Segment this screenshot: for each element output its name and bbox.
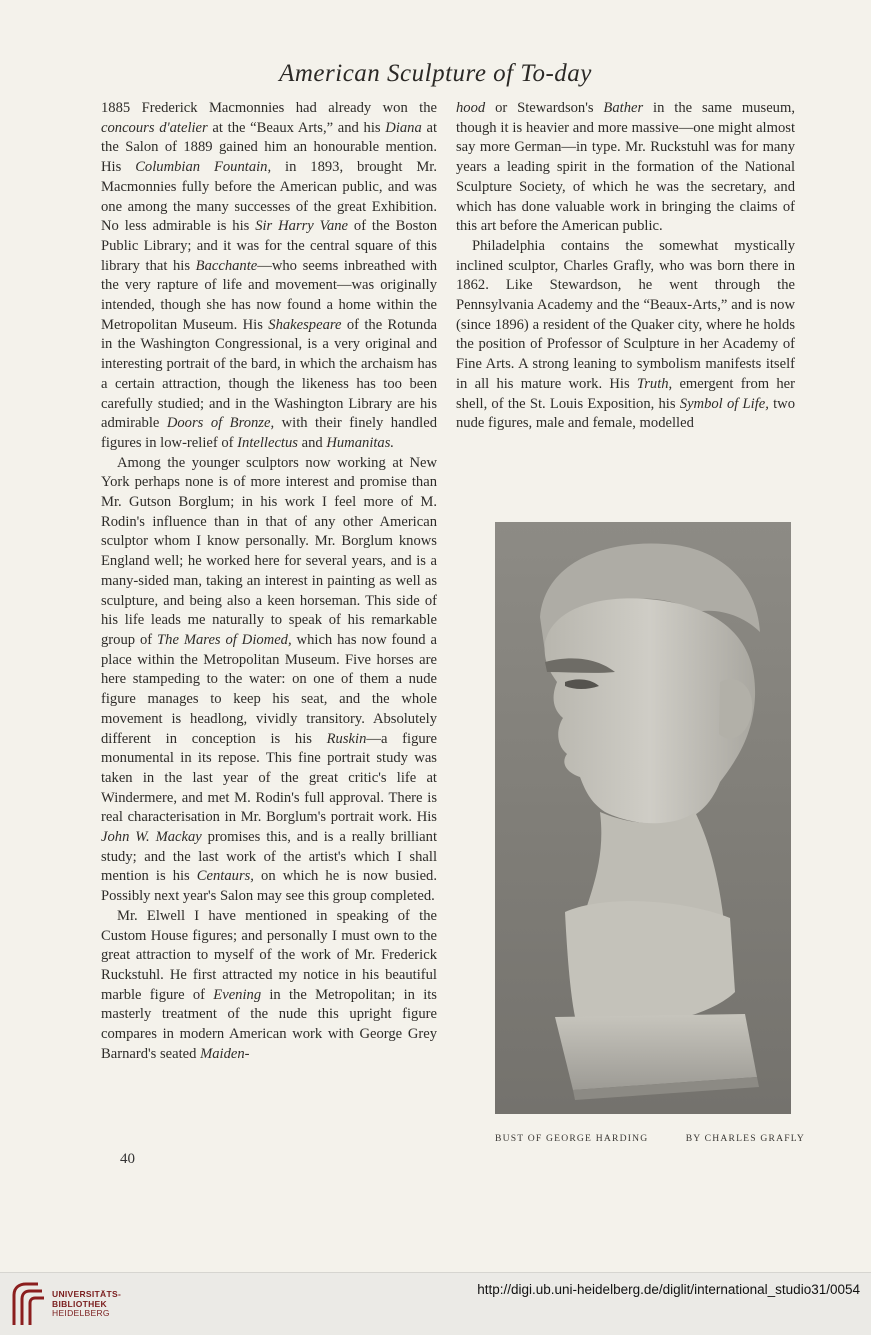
text-run: or Stewardson's [485,100,604,116]
caption-artist: BY CHARLES GRAFLY [685,1133,805,1144]
running-title: American Sculpture of To-day [279,60,592,87]
italic-title: Evening [213,986,262,1003]
paragraph [101,907,437,1065]
italic-title: Sir Harry Vane [255,218,349,235]
paragraph [456,99,795,237]
text-run: Among the younger sculptors now working at New York perhaps none is of more interest and promise than Mr. Gutson Borglum; in his work I feel more of M. Rodin's influence than in that of any other American sculptor whom I know personally. Mr. Borglum knows England well; he worked here for several years, and is a many-sided man, taking an interest in painting as well as sculpture, and being also a keen horseman. This side of his life leads me naturally to speak of his remarkable group of [101,454,437,648]
italic-title: Diana [385,119,422,136]
italic-title: Humanitas. [326,434,395,451]
paragraph [101,99,437,454]
italic-title: John W. Mackay [101,829,202,846]
text-run: Philadelphia contains the somewhat mystically inclined sculptor, Charles Grafly, who was born there in 1862. Like Stewardson, he went through the Pennsylvania Academy and the “Beaux-Arts,” and is now (since 1896) a resident of the Quaker city, where he holds the position of Professor of Sculpture in her Academy of Fine Arts. A strong leaning to symbolism manifests itself in all his mature work. His [456,237,795,392]
bust-photograph [495,522,791,1114]
caption-title: BUST OF GEORGE HARDING [495,1133,649,1144]
text-run: and [297,434,327,451]
italic-title: Centaurs, [196,868,254,885]
permalink[interactable] [477,1282,860,1297]
italic-title: Ruskin [326,730,367,747]
paragraph [101,454,437,907]
italic-title: Symbol of Life, [679,395,769,412]
university-library-logo-icon [8,1281,48,1327]
italic-title: Shakespeare [268,316,342,333]
italic-title: Doors of Bronze, [166,415,275,432]
text-run: 1885 Frederick Macmonnies had already won the [101,100,437,116]
italic-title: The Mares of Diomed, [157,631,292,648]
library-name [52,1290,121,1319]
text-run: —who seems inbreathed with the very rapture of life and movement—was originally intended, though she has now found a home within the Metropolitan Museum. His [101,257,438,333]
italic-title: concours d'atelier [101,119,208,136]
text-run: in the Metropolitan; in its masterly treatment of the nude this upright figure compares in modern American work with George Grey Barnard's seated [101,986,437,1062]
text-run: in the same museum, though it is heavier and more massive—one might almost say more German—in type. Mr. Ruckstuhl was for many years a leading spirit in the formation of the National Sculpture Society, of which he was the secretary, and which has done valuable work in bringing the claims of this art before the American public. [456,100,795,235]
library-name-line3: HEIDELBERG [52,1308,110,1318]
italic-title: hood [456,100,486,116]
library-name-line1: UNIVERSITÄTS- [52,1289,122,1299]
page-number: 40 [120,1151,135,1167]
text-run: at the Salon of 1889 gained him an honourable mention. His [101,119,437,176]
right-text-column [456,99,795,434]
italic-title: Intellectus [237,434,298,451]
text-run: of the Boston Public Library; and it was for the central square of this library that his [101,218,437,274]
text-run: at the “Beaux Arts,” and his [207,119,386,136]
text-run: —a figure monumental in its repose. This fine portrait study was taken in the last year of the great critic's life at Windermere, and met M. Rodin's full approval. There is real characterisation in Mr. Borglum's portrait work. His [101,730,437,826]
paragraph [456,237,795,434]
bust-illustration [495,522,791,1114]
text-run: of the Rotunda in the Washington Congressional, is a very original and interesting portrait of the bard, in which the archaism has a certain attraction, though the likeness has too been carefully studied; and in the Washington Library are his admirable [101,316,437,432]
italic-title: Bacchante [195,257,258,274]
italic-title: Bather [603,100,644,116]
text-run: promises this, and is a really brilliant study; and the last work of the artist's which I shall mention is his [101,829,437,885]
text-run: on which he is now busied. Possibly next year's Salon may see this group completed. [101,868,437,905]
text-run: in 1893, brought Mr. Macmonnies fully before the American public, and was one among the many successes of the great Exhibition. No less admirable is his [101,159,438,235]
italic-title: Columbian Fountain, [135,159,272,176]
digital-library-footer [0,1272,871,1335]
text-run: two nude figures, male and female, modelled [456,395,796,432]
library-name-line2: BIBLIOTHEK [52,1298,107,1309]
italic-title: Maiden- [200,1045,250,1062]
figure-caption [495,1133,805,1144]
text-run: emergent from her shell, of the St. Louis Exposition, his [456,375,795,412]
text-run: with their finely handled figures in low-relief of [101,415,438,451]
text-run: Mr. Elwell I have mentioned in speaking of the Custom House figures; and personally I must own to the great attraction to myself of the work of Mr. Frederick Ruckstuhl. He first attracted my notice in his beautiful marble figure of [101,907,437,1003]
italic-title: Truth, [636,375,673,392]
permalink-link[interactable]: http://digi.ub.uni-heidelberg.de/diglit/international_studio31/0054 [477,1282,860,1297]
left-text-column [101,99,437,1064]
text-run: which has now found a place within the Metropolitan Museum. Five horses are here stampeding to the water: on one of them a nude figure manages to keep his seat, and the whole movement is headlong, vividly transitory. Absolutely different in conception is his [101,631,437,747]
